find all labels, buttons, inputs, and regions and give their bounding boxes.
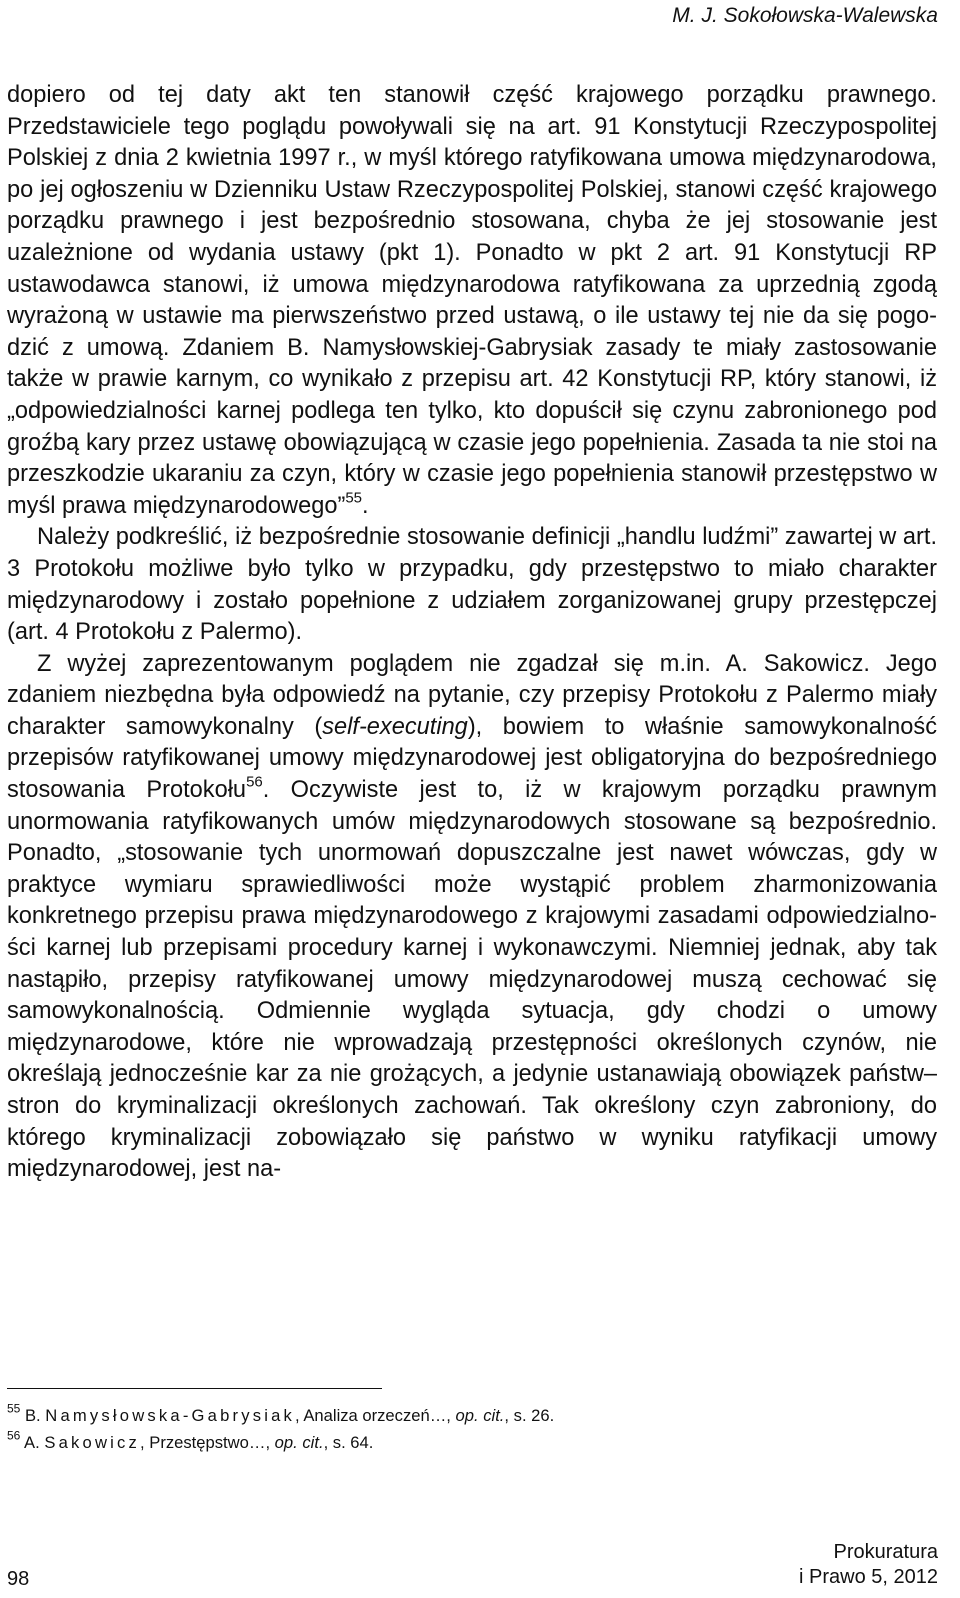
spaced-author-name: Namysłowska-Gabrysiak xyxy=(45,1406,296,1425)
footnote-ref: 56 xyxy=(246,773,263,791)
footnote-separator xyxy=(7,1388,382,1389)
footnote-number: 55 xyxy=(7,1401,21,1416)
text-run: Należy podkreślić, iż bezpośrednie stosowanie definicji „handlu ludźmi” zawartej w art. 3 Protokołu możliwe było tylko w przypadku, gdy przestępstwo to miało charakter międzynarodowy i zostało popełnione z udziałem zorganizowanej grupy przestępczej (art. 4 Protokołu z Palermo). xyxy=(7,524,937,646)
paragraph xyxy=(7,649,937,1186)
body-text xyxy=(7,80,937,1186)
text-run: Z wyżej zaprezentowanym poglądem nie zgadzał się m.in. A. Sakowicz. Jego zdaniem niezbędna była odpowiedź na pytanie, czy przepisy Protokołu z Palermo miały charakter samowykonalny ( xyxy=(7,650,937,740)
journal-title-line-1: Prokuratura xyxy=(833,1541,938,1563)
journal-title xyxy=(799,1540,938,1590)
italic-text: self-executing xyxy=(322,713,468,740)
footnotes xyxy=(7,1402,927,1456)
text-run: , s. 26. xyxy=(504,1406,555,1425)
page-number: 98 xyxy=(7,1568,30,1590)
footnote xyxy=(7,1429,927,1456)
text-run: . xyxy=(362,492,369,519)
footnote-number: 56 xyxy=(7,1428,21,1443)
footnote-ref: 55 xyxy=(345,489,363,507)
italic-text: op. cit. xyxy=(455,1406,505,1425)
paragraph xyxy=(7,522,937,648)
paragraph xyxy=(7,80,937,522)
text-run: dopiero od tej daty akt ten stanowił część krajowego porządku prawnego. Przedstawiciele tego poglądu powoływali się na art. 91 Konstytucji Rzeczypospolitej Polskiej z dnia 2 kwietnia 1997 r., w myśl którego ratyfikowana umowa międzynarodowa, po jej ogłoszeniu w Dzienniku Ustaw Rzeczypospolitej Polskiej, stanowi część krajowego porządku prawnego i jest bezpośrednio stosowana, chyba że jej stosowanie jest uzależnione od wydania ustawy (pkt 1). Ponadto w pkt 2 art. 91 Konstytucji RP ustawodawca stanowi, iż umowa międzynarodowa ratyfikowana za uprzednią zgodą wyrażoną w ustawie ma pierwszeństwo przed ustawą, o ile ustawy tej nie da się pogodzić z umową. Zdaniem B. Namysłowskiej-Gabrysiak zasady te miały zastosowanie także w prawie karnym, co wynikało z przepisu art. 42 Konstytucji RP, który stanowi, iż „odpowiedzialności karnej podlega ten tylko, kto dopuścił się czynu zabronionego pod groźbą kary przez ustawę obowiązującą w czasie jego popełnienia. Zasada ta nie stoi na przeszkodzie ukaraniu za czyn, który w czasie jego popełnienia stanowił przestępstwo w myśl prawa międzynarodowego” xyxy=(7,82,937,519)
text-run: , Analiza orzeczeń…, xyxy=(295,1406,456,1425)
text-run: B. xyxy=(20,1406,46,1425)
italic-text: op. cit. xyxy=(274,1433,324,1452)
running-header-author: M. J. Sokołowska-Walewska xyxy=(672,4,938,27)
text-run: . Oczywiste jest to, iż w krajowym porządku prawnym unormowania ratyfikowanych umów międzynarodowych stosowane są bezpośrednio. Ponadto, „stosowanie tych unormowań dopuszczalne jest nawet wówczas, gdy w praktyce wymiaru sprawiedliwości może wystąpić problem zharmonizowania konkretnego przepisu prawa międzynarodowego z krajowymi zasadami odpowiedzialności karnej lub przepisami procedury karnej i wykonawczymi. Niemniej jednak, aby tak nastąpiło, przepisy ratyfikowanej umowy międzynarodowej muszą cechować się samowykonalnością. Odmiennie wygląda sytuacja, gdy chodzi o umowy międzynarodowe, które nie wprowadzają przestępności określonych czynów, nie określają jednocześnie kar za nie grożących, a jedynie ustanawiają obowiązek państw–stron do kryminalizacji określonych zachowań. Tak określony czyn zabroniony, do którego kryminalizacji zobowiązało się państwo w wyniku ratyfikacji umowy międzynarodowej, jest na- xyxy=(7,777,937,1183)
text-run: , Przestępstwo…, xyxy=(140,1433,275,1452)
text-run: ), bowiem to właśnie samowykonalność przepisów ratyfikowanej umowy międzynarodowej jest obligatoryjna do bezpośredniego stosowania Protokołu xyxy=(7,713,937,804)
journal-title-line-2: i Prawo 5, 2012 xyxy=(799,1566,938,1588)
text-run: , s. 64. xyxy=(323,1433,374,1452)
spaced-author-name: Sakowicz xyxy=(44,1433,141,1452)
footnote xyxy=(7,1402,927,1429)
text-run: A. xyxy=(20,1433,45,1452)
